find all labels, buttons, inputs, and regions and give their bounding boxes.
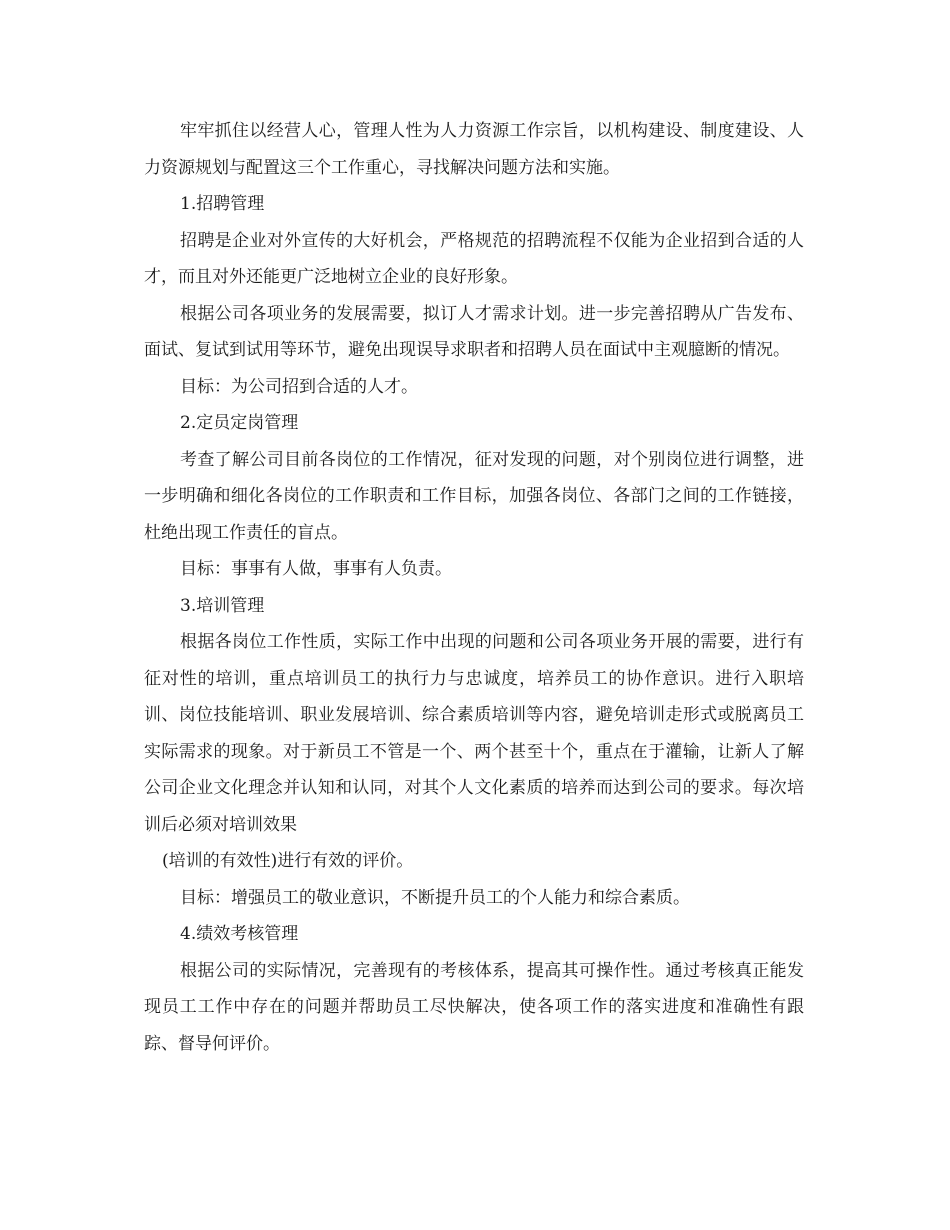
document-body (144, 113, 804, 1062)
section-heading-recruitment: 1.招聘管理 (180, 194, 265, 214)
training-goal: 目标：增强员工的敬业意识，不断提升员工的个人能力和综合素质。 (180, 887, 690, 908)
staffing-goal: 目标：事事有人做，事事有人负责。 (180, 559, 452, 579)
recruitment-goal: 目标：为公司招到合适的人才。 (180, 376, 418, 397)
recruitment-paragraph-1: 招聘是企业对外宣传的大好机会，严格规范的招聘流程不仅能为企业招到合适的人才，而且对外还能更广泛地树立企业的良好形象。 (144, 230, 804, 287)
section-heading-training: 3.培训管理 (180, 595, 265, 616)
intro-paragraph: 牢牢抓住以经营人心，管理人性为人力资源工作宗旨，以机构建设、制度建设、人力资源规划与配置这三个工作重心，寻找解决问题方法和实施。 (144, 121, 804, 178)
section-heading-performance: 4.绩效考核管理 (180, 924, 299, 944)
training-paragraph: 根据各岗位工作性质，实际工作中出现的问题和公司各项业务开展的需要，进行有征对性的培训，重点培训员工的执行力与忠诚度，培养员工的协作意识。进行入职培训、岗位技能培训、职业发展培训、综合素质培训等内容，避免培训走形式或脱离员工实际需求的现象。对于新员工不管是一个、两个甚至十个，重点在于灌输，让新人了解公司企业文化理念并认知和认同，对其个人文化素质的培养而达到公司的要求。每次培训后必须对培训效果 (144, 632, 804, 835)
training-paragraph-continuation: (培训的有效性)进行有效的评价。 (162, 851, 414, 871)
performance-paragraph: 根据公司的实际情况，完善现有的考核体系，提高其可操作性。通过考核真正能发现员工工作中存在的问题并帮助员工尽快解决，使各项工作的落实进度和准确性有跟踪、督导何评价。 (144, 960, 804, 1054)
staffing-paragraph: 考查了解公司目前各岗位的工作情况，征对发现的问题，对个别岗位进行调整，进一步明确和细化各岗位的工作职责和工作目标，加强各岗位、各部门之间的工作链接，杜绝出现工作责任的盲点。 (144, 449, 804, 543)
recruitment-paragraph-2: 根据公司各项业务的发展需要，拟订人才需求计划。进一步完善招聘从广告发布、面试、复试到试用等环节，避免出现误导求职者和招聘人员在面试中主观臆断的情况。 (144, 303, 804, 360)
section-heading-staffing: 2.定员定岗管理 (180, 413, 299, 433)
